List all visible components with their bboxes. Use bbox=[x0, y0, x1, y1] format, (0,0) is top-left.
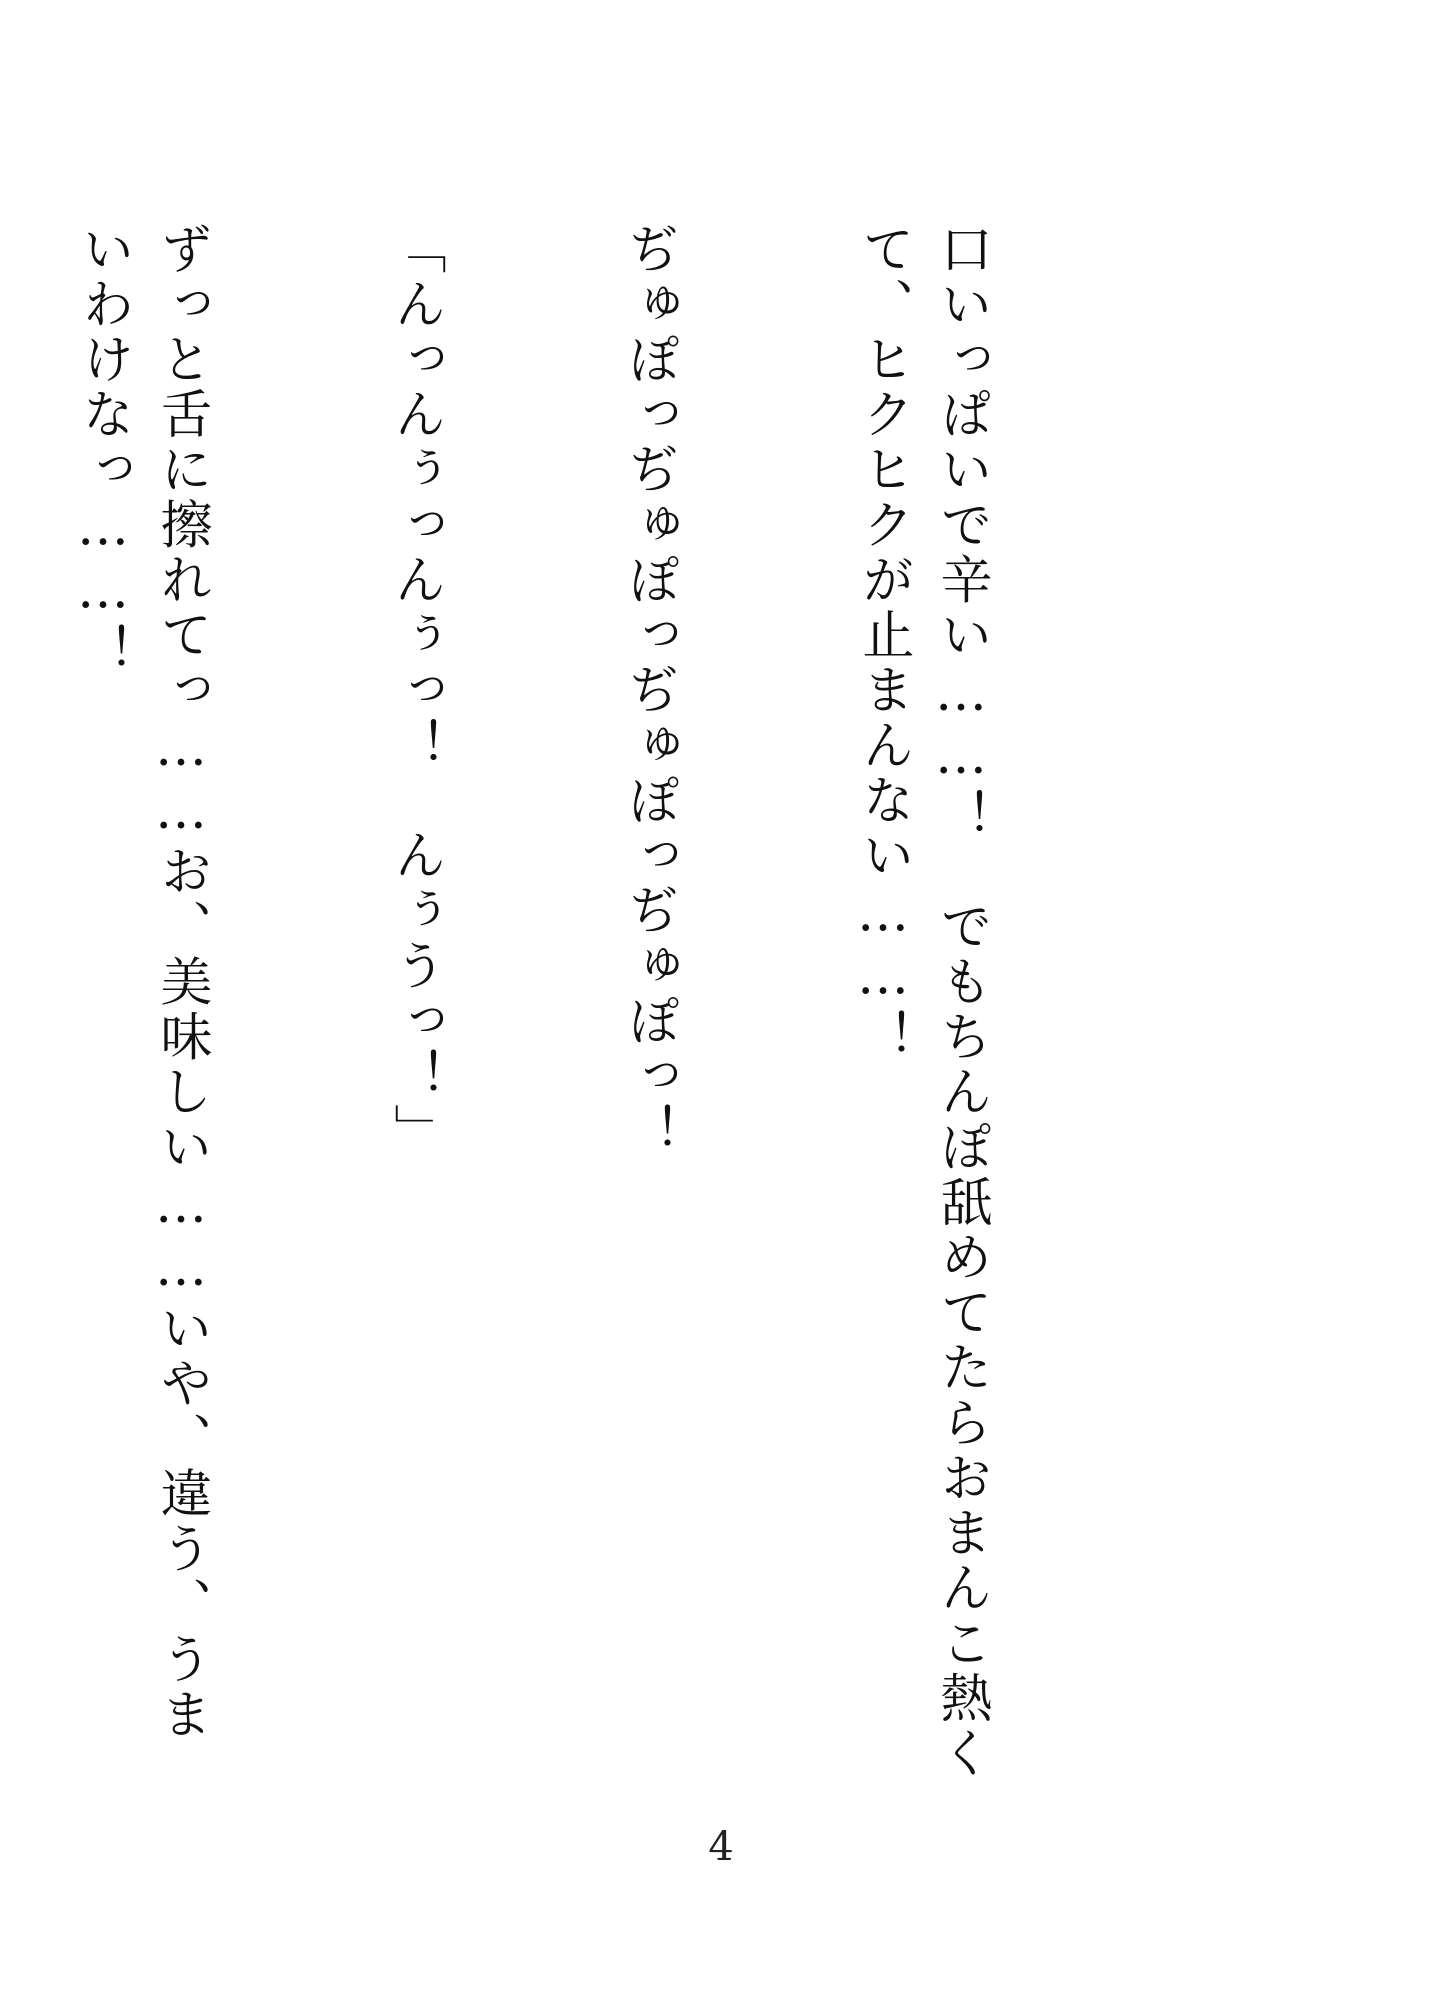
vertical-text-block bbox=[73, 222, 1156, 1782]
paragraph: 「んっんぅっんぅっ！ んぅうっ！」 bbox=[385, 222, 445, 1160]
page-number: 4 bbox=[708, 1824, 734, 1870]
paragraph: 口いっぱいで辛い……！ でもちんぽ舐めてたらおまんこ熱くて、ヒクヒクが止まんない……！ bbox=[853, 222, 991, 1782]
body-text bbox=[0, 222, 1156, 1782]
paragraph: ずっと舌に擦れてっ……お、美味しい……いや、違う、うまいわけなっ……！ bbox=[73, 222, 211, 1743]
paragraph: ぢゅぽっぢゅぽっぢゅぽっぢゅぽっ！ bbox=[619, 222, 679, 1160]
